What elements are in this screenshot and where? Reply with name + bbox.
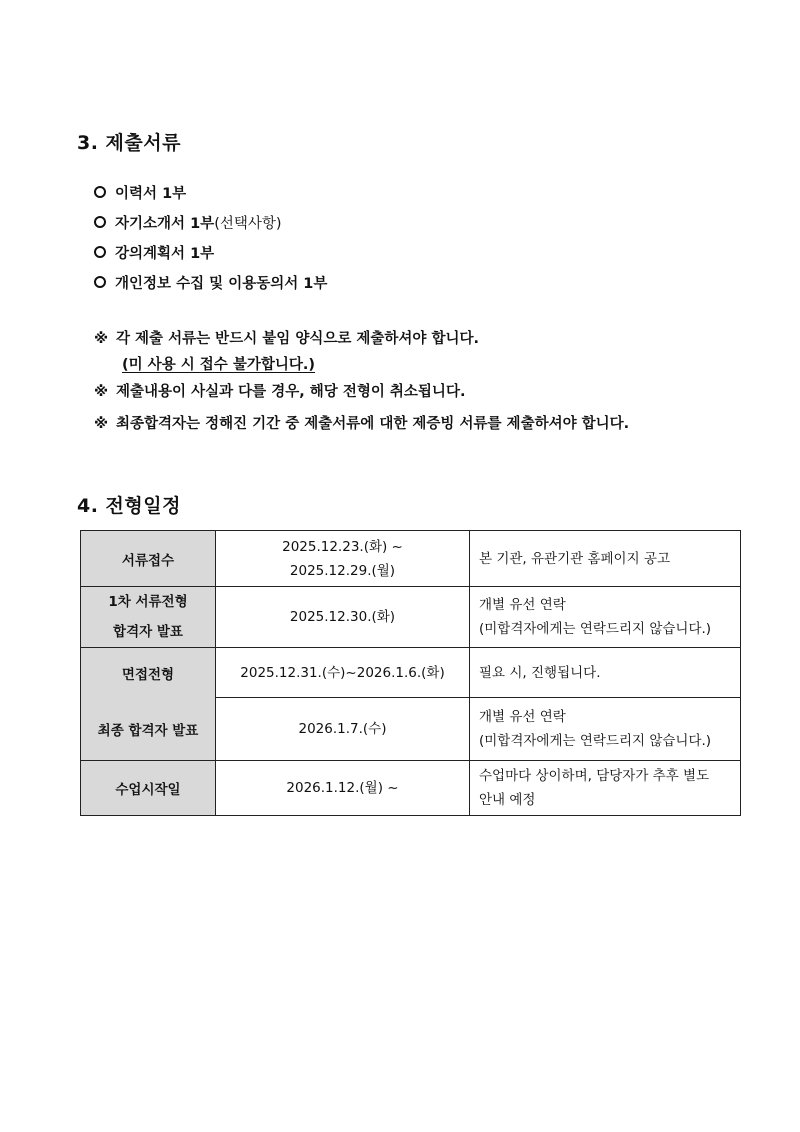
row-date: 2025.12.31.(수)~2026.1.6.(화) <box>216 648 470 698</box>
table-row <box>81 698 741 761</box>
note-item <box>94 354 784 381</box>
note-line: 개별 유선 연락 <box>479 597 566 613</box>
row-note <box>470 698 741 761</box>
document-note: (선택사항) <box>214 216 282 232</box>
row-label: 수업시작일 <box>81 761 216 816</box>
reference-mark: ※ <box>94 331 109 347</box>
list-item <box>94 273 327 303</box>
note-text: 제출내용이 사실과 다를 경우, 해당 전형이 취소됩니다. <box>116 384 466 400</box>
circle-bullet-icon <box>94 216 106 228</box>
label-line: 합격자 발표 <box>113 624 183 640</box>
row-note <box>470 761 741 816</box>
table-row <box>81 587 741 648</box>
date-line: 2025.12.29.(월) <box>289 562 396 579</box>
row-note <box>470 587 741 648</box>
note-line: (미합격자에게는 연락드리지 않습니다.) <box>479 621 712 637</box>
label-line: 1차 서류전형 <box>108 594 188 610</box>
row-label: 최종 합격자 발표 <box>81 698 216 761</box>
note-item <box>94 328 784 354</box>
circle-bullet-icon <box>94 186 106 198</box>
row-note: 본 기관, 유관기관 홈페이지 공고 <box>470 531 741 587</box>
reference-mark: ※ <box>94 416 109 432</box>
note-text: 각 제출 서류는 반드시 붙임 양식으로 제출하셔야 합니다. <box>116 331 480 347</box>
circle-bullet-icon <box>94 276 106 288</box>
note-line: 안내 예정 <box>479 792 536 808</box>
date-line: 2025.12.23.(화) ~ <box>282 538 403 555</box>
submission-notes <box>94 328 784 445</box>
row-label <box>81 587 216 648</box>
row-date: 2026.1.7.(수) <box>216 698 470 761</box>
note-line: 개별 유선 연락 <box>479 709 566 725</box>
row-note: 필요 시, 진행됩니다. <box>470 648 741 698</box>
row-label: 면접전형 <box>81 648 216 698</box>
document-name: 개인정보 수집 및 이용동의서 1부 <box>115 276 328 292</box>
circle-bullet-icon <box>94 246 106 258</box>
table-row <box>81 761 741 816</box>
note-item <box>94 381 784 413</box>
row-date <box>216 531 470 587</box>
document-list <box>94 183 327 303</box>
list-item <box>94 183 327 213</box>
note-text: 최종합격자는 정해진 기간 중 제출서류에 대한 제증빙 서류를 제출하셔야 합니다. <box>116 416 630 432</box>
note-item <box>94 413 784 445</box>
document-name: 자기소개서 1부 <box>115 216 215 232</box>
note-line: (미합격자에게는 연락드리지 않습니다.) <box>479 733 712 749</box>
reference-mark: ※ <box>94 384 109 400</box>
section-3-title: 3. 제출서류 <box>77 132 181 154</box>
row-date: 2026.1.12.(월) ~ <box>216 761 470 816</box>
note-text-underlined: (미 사용 시 접수 불가합니다.) <box>122 357 316 373</box>
document-name: 이력서 1부 <box>115 186 187 202</box>
document-name: 강의계획서 1부 <box>115 246 215 262</box>
list-item <box>94 243 327 273</box>
note-line: 수업마다 상이하며, 담당자가 추후 별도 <box>479 768 710 784</box>
row-date: 2025.12.30.(화) <box>216 587 470 648</box>
list-item <box>94 213 327 243</box>
table-row <box>81 531 741 587</box>
schedule-table <box>80 530 741 816</box>
section-4-title: 4. 전형일정 <box>77 495 181 517</box>
row-label: 서류접수 <box>81 531 216 587</box>
table-row <box>81 648 741 698</box>
